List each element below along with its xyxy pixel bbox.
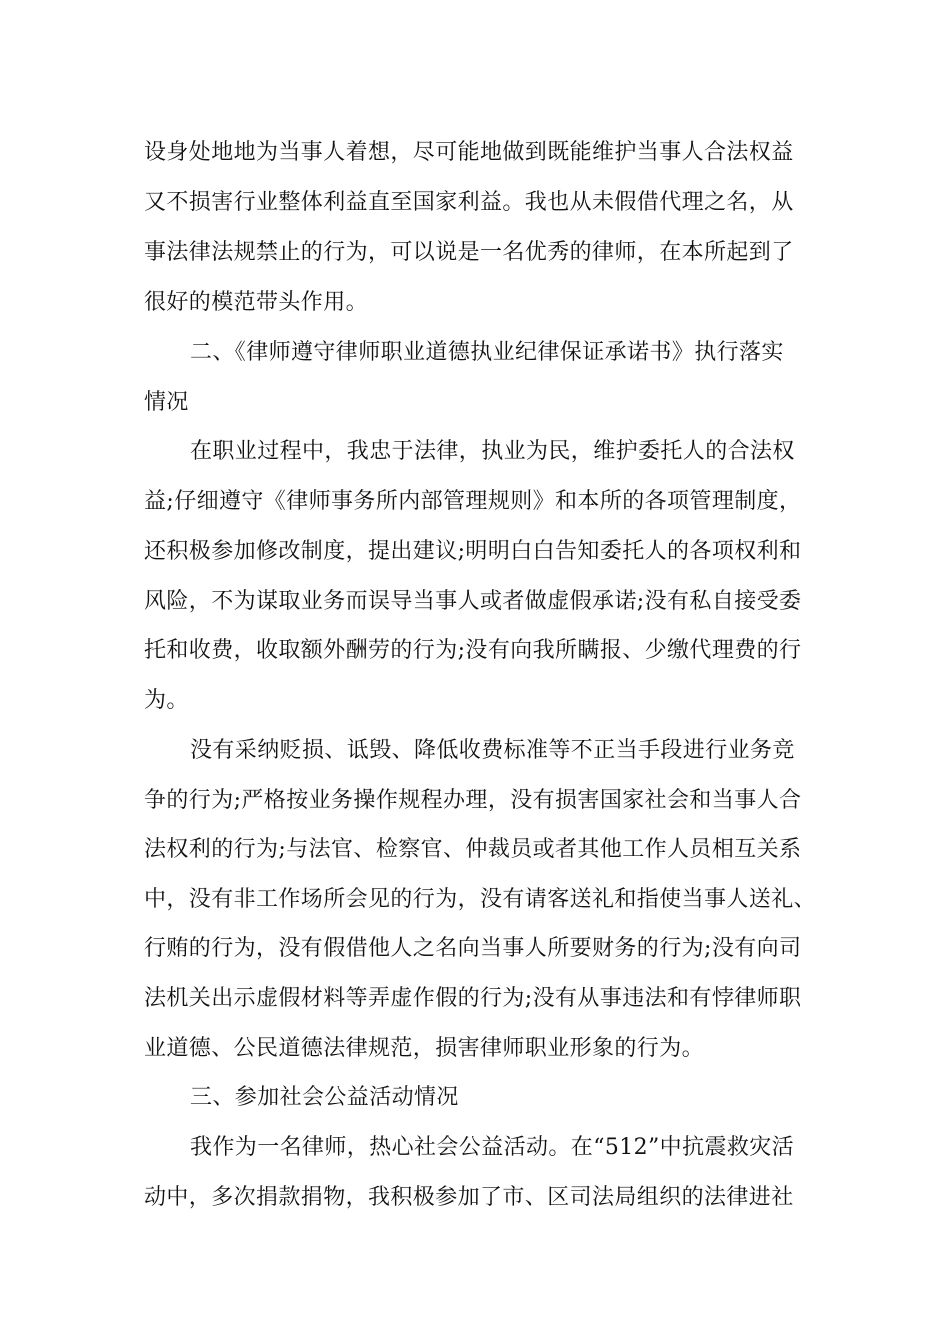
text-line: 设身处地地为当事人着想，尽可能地做到既能维护当事人合法权益 (144, 140, 794, 165)
text-line: 争的行为;严格按业务操作规程办理，没有损害国家社会和当事人合 (144, 788, 802, 813)
text-line: 很好的模范带头作用。 (144, 290, 369, 315)
text-line: 事法律法规禁止的行为，可以说是一名优秀的律师，在本所起到了 (144, 240, 794, 265)
text-line: 中，没有非工作场所会见的行为，没有请客送礼和指使当事人送礼、 (144, 887, 817, 912)
text-line: 风险，不为谋取业务而误导当事人或者做虚假承诺;没有私自接受委 (144, 589, 802, 614)
section-heading: 三、参加社会公益活动情况 (190, 1085, 459, 1110)
text-line: 托和收费，收取额外酬劳的行为;没有向我所瞒报、少缴代理费的行 (144, 638, 802, 663)
text-line: 我作为一名律师，热心社会公益活动。在“512”中抗震救灾活 (190, 1135, 795, 1160)
section-heading: 二、《律师遵守律师职业道德执业纪律保证承诺书》执行落实 (190, 340, 784, 365)
text-line: 益;仔细遵守《律师事务所内部管理规则》和本所的各项管理制度， (144, 489, 802, 514)
text-line: 又不损害行业整体利益直至国家利益。我也从未假借代理之名，从 (144, 190, 794, 215)
text-line: 还积极参加修改制度，提出建议;明明白白告知委托人的各项权利和 (144, 539, 802, 564)
text-line: 在职业过程中，我忠于法律，执业为民，维护委托人的合法权 (190, 439, 795, 464)
text-line: 法权利的行为;与法官、检察官、仲裁员或者其他工作人员相互关系 (144, 837, 802, 862)
text-line: 业道德、公民道德法律规范，损害律师职业形象的行为。 (144, 1036, 705, 1061)
text-line: 为。 (144, 688, 189, 713)
text-line: 行贿的行为，没有假借他人之名向当事人所要财务的行为;没有向司 (144, 936, 802, 961)
text-line: 动中，多次捐款捐物，我积极参加了市、区司法局组织的法律进社 (144, 1185, 794, 1210)
text-line: 没有采纳贬损、诋毁、降低收费标准等不正当手段进行业务竞 (190, 738, 795, 763)
text-line: 情况 (144, 390, 189, 415)
text-line: 法机关出示虚假材料等弄虚作假的行为;没有从事违法和有悖律师职 (144, 986, 802, 1011)
